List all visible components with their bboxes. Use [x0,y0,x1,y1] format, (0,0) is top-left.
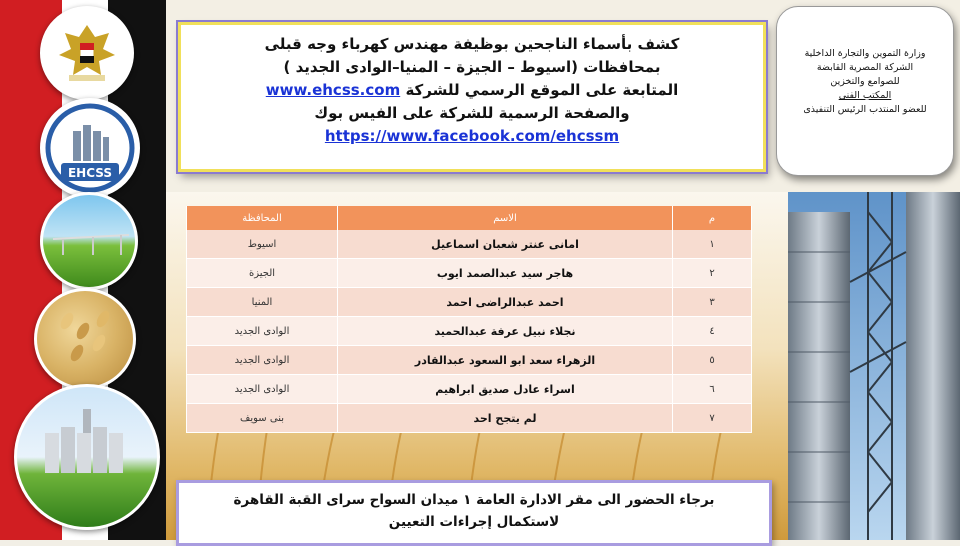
cell-name: هاجر سيد عبدالصمد ايوب [338,259,673,288]
steel-silo-tower-photo [788,192,960,540]
logo-text: EHCSS [67,166,113,180]
cell-governorate: الجيزة [187,259,338,288]
irrigation-field-photo [40,192,138,290]
org-silos-storage: للصوامع والتخزين [830,76,900,87]
organization-box [776,6,954,176]
attendance-notice-box [176,480,772,546]
cell-num: ٤ [673,317,752,346]
header-num: م [673,206,752,230]
header-governorate: المحافظة [187,206,338,230]
egypt-eagle-emblem [40,6,134,100]
facebook-line-url [181,125,763,148]
cell-name: لم يتجح احد [338,404,673,433]
website-link[interactable]: www.ehcss.com [265,81,401,99]
header-name: الاسم [338,206,673,230]
cell-num: ٧ [673,404,752,433]
org-ceo: للعضو المنتدب الرئيس التنفيذى [803,104,927,115]
cell-name: احمد عبدالراضى احمد [338,288,673,317]
cell-name: نجلاء نبيل عرفة عبدالحميد [338,317,673,346]
title-line-1: كشف بأسماء الناجحين بوظيفة مهندس كهرباء وجه قبلى [264,35,680,53]
table-row [187,346,752,375]
table-row [187,259,752,288]
facebook-line: والصفحة الرسمية للشركة على الفيس بوك [314,104,630,122]
table-header-row [187,206,752,230]
org-ministry: وزارة التموين والتجارة الداخلية [804,48,926,59]
table-row [187,375,752,404]
wheat-grains-photo [34,288,136,390]
table-row [187,404,752,433]
title-line-2: بمحافظات (اسيوط – الجيزة – المنيا–الوادى الجديد ) [283,58,661,76]
silos-field-photo [14,384,160,530]
cell-num: ٦ [673,375,752,404]
notice-line-2: لاستكمال إجراءات التعيين [388,514,560,530]
website-line [181,79,763,102]
notice-line-1: برجاء الحضور الى مقر الادارة العامة ١ ميدان السواح سراى القبة القاهرة [233,492,715,508]
announcement-title-box [178,22,766,172]
cell-name: امانى عنتر شعبان اسماعيل [338,230,673,259]
cell-num: ١ [673,230,752,259]
table-row [187,230,752,259]
cell-governorate: الوادى الجديد [187,375,338,404]
table-row [187,317,752,346]
ehcss-company-logo [40,98,140,198]
cell-name: الزهراء سعد ابو السعود عبدالقادر [338,346,673,375]
org-holding-company: الشركة المصرية القابضة [816,62,914,73]
cell-num: ٣ [673,288,752,317]
org-technical-office: المكتب الفنى [838,90,892,101]
cell-governorate: الوادى الجديد [187,346,338,375]
cell-num: ٢ [673,259,752,288]
website-prefix: المتابعة على الموقع الرسمي للشركة [405,81,679,99]
cell-name: اسراء عادل صديق ابراهيم [338,375,673,404]
table-row [187,288,752,317]
cell-num: ٥ [673,346,752,375]
facebook-link[interactable]: https://www.facebook.com/ehcssm [324,127,620,145]
cell-governorate: المنيا [187,288,338,317]
cell-governorate: بنى سويف [187,404,338,433]
cell-governorate: اسيوط [187,230,338,259]
cell-governorate: الوادى الجديد [187,317,338,346]
successful-candidates-table [186,206,752,433]
